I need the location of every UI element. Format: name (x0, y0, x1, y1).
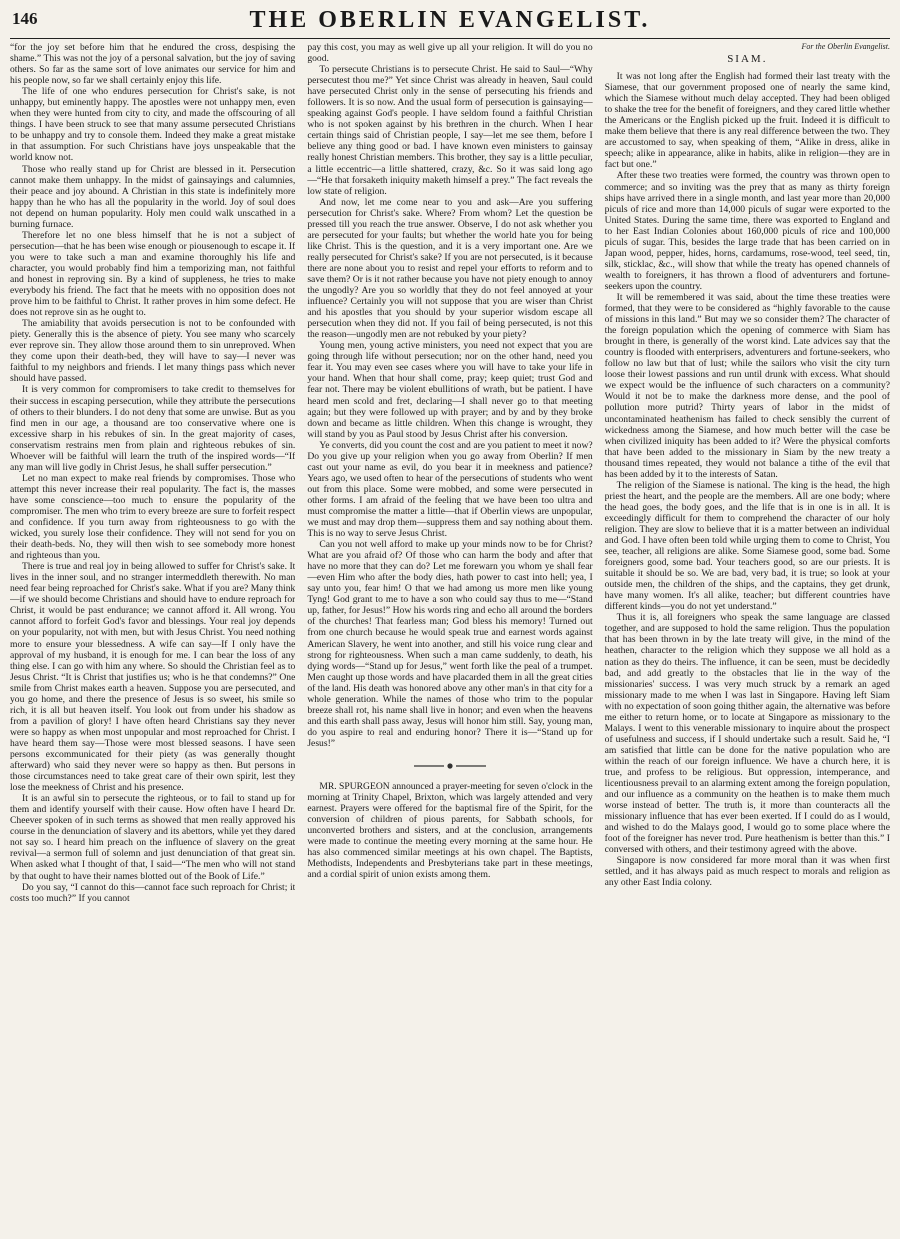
article-columns (10, 42, 890, 1235)
paragraph: Thus it is, all foreigners who speak the same language are classed together, and are supposed to hold the same religion. Thus the population that has been thrown in by the late treaty will give, in the mind of the heathen, character to the religion which they suppose we all hold as a nation as they do theirs. The influence, it can be seen, must be decidedly bad, and add greatly to the obstacles that lie in the way of the missionaries' success. I was very much struck by a remark an aged missionary made to me when I was last in Singapore. Having left Siam with no expectation of soon going thither again, the alternative was before me either to return home, or to locate at Singapore as missionary to the Malays. I went to this venerable missionary to inquire about the prospect of usefulness and success, if I should undertake such a result. Said he, “I am satisfied that little can be done for the native population who are within the reach of our foreign influence. We have a church here, it is true, and profess to be religious. But oppression, intemperance, and licentiousness prevail to an alarming extent among the foreign population, and our influence as a community on the heathen is to make them much worse instead of better. The truth is, it more than counteracts all the missionary influence that has ever been exerted. If I could do as I would, and wished to do the Malays good, I would go to some place where the foot of the foreigner has never trod. Pure heathenism is better than this.” I conversed with others, and their testimony agreed with the above. (604, 612, 890, 856)
journal-title: THE OBERLIN EVANGELIST. (249, 7, 651, 33)
paragraph: pay this cost, you may as well give up all your religion. It will do you no good. (307, 42, 593, 65)
paragraph: Ye converts, did you count the cost and are you patient to meet it now? Do you give up your religion when you go away from Oberlin? If men cast out your name as evil, do you bear it in meekness and patience? Years ago, we used often to hear of the persecutions of students who went out from this place. Some were mobbed, and some were persecuted in other forms. I am afraid of the feeling that we have been too ultra and must compromise the matter a little—that if Oberlin views are unpopular, we must and may drop them—suppress them and say nothing about them. This is no way to serve Jesus Christ. (307, 439, 593, 540)
paragraph: It will be remembered it was said, about the time these treaties were formed, that they were to be considered as “highly favorable to the cause of missions in this land.” But may we so consider them? The character of the foreign population which the opening of commerce with Siam has brought in there, is generally of the worst kind. Late advices say that the country is flooded with enterprisers, adventurers and fortune-seekers, who follow no law but that of lust; while the sailors who visit the city turn loose their lowest passions and run until drunk with excess. What should we expect would be the influence of such characters on a community? Would it not be to make the darkness more dense, and the pool of pollution more putrid? Thirty years of labor in the midst of uncontaminated heathenism has failed to check sensibly the current of wickedness among the Siamese, and how much better will the case be when civilized iniquity has been added to it? Were the physical comforts that have been added to the missionary in Siam by the new treaty a thousand times repeated, they would not balance a tithe of the evil that has been added by it to the interests of Satan. (604, 291, 890, 480)
column-middle (307, 42, 592, 1235)
article-byline: For the Oberlin Evangelist. (801, 42, 890, 51)
page-number: 146 (12, 9, 38, 28)
paragraph: Let no man expect to make real friends by compromises. Those who attempt this never increase their real popularity. The fact is, the masses have some conscience—too much to ensure the popularity of the compromiser. The men who trim to every breeze are sure to forfeit respect and confidence. If you turn away from righteousness to go with the wicked, you surely lose their confidence. They will not send for you on their death-beds. No, they will then wish to see somebody more honest and righteous than you. (10, 472, 296, 562)
paragraph: Do you say, “I cannot do this—cannot face such reproach for Christ; it costs too much?” If you cannot (10, 881, 296, 904)
column-left (10, 42, 295, 1235)
paragraph: Those who really stand up for Christ are blessed in it. Persecution cannot make them unhappy. In the midst of gainsayings and calumnies, their peace and joy abound. A Christian in this state is indefinitely more happy than he who has all the popularity in the world. Joy of soul does not depend on human popularity. Holy men could walk unscathed in a burning furnace. (10, 163, 296, 230)
article-heading: SIAM. (727, 53, 768, 65)
paragraph: The life of one who endures persecution for Christ's sake, is not unhappy, but eminently happy. The apostles were not unhappy men, even when they were hunted from city to city, and made the offscouring of all things. I have been struck to see that many assume persecuted Christians to be unhappy and try to console them. Indeed they make a great mistake in that assumption. For such Christians have joys unspeakable that the world know not. (10, 86, 296, 164)
paragraph: The amiability that avoids persecution is not to be confounded with piety. Generally this is the absence of piety. You see many who scarcely ever reprove sin. They allow those around them to sin unreproved. When they come upon their death-bed, they will have to say—I never was faithful to my neighbors and friends. I let many things pass which never should have passed. (10, 318, 296, 385)
paragraph: It was not long after the English had formed their last treaty with the Siamese, that our government proposed one of nearly the same kind, which the Siamese without much delay accepted. They had been obliged to shake the tree for the benefit of foreigners, and they cared little whether the Americans or the English picked up the fruit. Indeed it is difficult to make them believe that there is any real difference between the two. They are accustomed to say, when speaking of them, “Alike in dress, alike in speech; alike in appearance, alike in habits, alike in religion—they are in fact but one.” (604, 71, 890, 171)
paragraph: Can you not well afford to make up your minds now to be for Christ? What are you afraid of? Of those who can harm the body and after that have no more that they can do? Let me forewarn you whom ye shall fear—even Him who after the body dies, hath power to cast into hell; yea, I say unto you, fear him! O that we had among us more men like young Tyng! God grant to me to have a son who could say thus to me—“Stand up, father, for Jesus!” How his words ring and echo all around the borders of the churches! That fearless man; God bless his memory! Turned out from one church because he would speak true and earnest words against American Slavery, he went into another, and still his voice rung clear and strong for righteousness. When such a man came suddenly, to death, his dying words—“Stand up for Jesus,” went forth like the peal of a trumpet. Men caught up those words and have placarded them in all the great cities of the land. His death was honored above any other man's in that city for a whole generation. While the names of those who trim to the popular breeze shall rot, his name shall live in honor; and even when the heavens and this earth shall pass away, Jesus will honor him still. Say, young man, do you aspire to real and enduring honor? There it is—“Stand up for Jesus!” (307, 539, 593, 749)
paragraph: There is true and real joy in being allowed to suffer for Christ's sake. It lives in the inner soul, and no stranger intermeddleth therewith. No man need fear being reproached for Christ's sake. What if you are? Many think—if we should become Christians and should have to endure reproach for Christ, it would be past endurance; we cannot afford it. All wrong. You cannot afford to forfeit God's favor and blessings. Your real joy depends on your popularity, not with men, but with Jesus Christ. You need nothing more to ensure your blessedness. A wife can say—If I only have the approval of my husband, it is enough for me. I can bear the loss of any thing else. I can go with him any where. So should the Christian feel as to Jesus Christ. “It is Christ that justifies us; who is he that condemns?” One smile from Christ makes earth a heaven. Suppose you are persecuted, and you go home, and there the presence of Jesus is so sweet, his smile so rich, it is all but heaven itself. You look out from under his shadow as from a pavilion of glory! I have often heard Christians say they never were so happy as when most unpopular and most reproached for Christ. I have heard them say—Those were most blessed seasons. I have seen persons excommunicated for their piety (as was generally thought afterward) who said they never were so happy as then. But persons in those circumstances need to take great care of their own spirit, lest they lose the meekness of Christ and his presence. (10, 561, 296, 794)
paragraph: After these two treaties were formed, the country was thrown open to commerce; and so inviting was the prey that as many as thirty foreign ships have arrived there in a single month, and last year more than 20,000 piculs of rice and more than 14,000 piculs of sugar were exported to the United States. During the same time, there was exported to England and to her East Indian Colonies about 160,000 piculs of rice and 100,000 piculs of sugar. This, besides the large trade that has been carried on in Japan wood, pepper, hides, horns, cardamums, rose-wood, teel seed, tin, silk, sticklac, &c., will show that while the treaty has opened channels of wealth to foreigners, it has thrown a flood of adventurers and fortune-seekers upon the country. (604, 170, 890, 292)
masthead (10, 6, 890, 39)
paragraph: The religion of the Siamese is national. The king is the head, the high priest the heart, and the people are the members. All are one body; where the head goes, the body goes, and the life that is in one is in all. It is exceedingly difficult for them to comprehend the character of our holy religion. They are slow to believe that it is a matter between an individual and God. I have often been told while urging them to come to Christ, You see, teacher, all religions are alike. Some Siamese good, some bad. Some foreigners good, some bad. Your teachers good, so are our priests. It is suitable it should be so. We are bad, very bad, it is true; so look at your outside men, the children of the ships, and the captains, they get drunk, have many women. It's all alike, teacher; but different countries have different kinds—you do not yet understand.” (604, 479, 890, 613)
column-right (605, 42, 890, 1235)
paragraph: And now, let me come near to you and ask—Are you suffering persecution for Christ's sake. Where? From whom? Let the question be pressed till you reach the true answer. Observe, I do not ask whether you are persecuted for your faults; but whether the world hate you for being like Christ. This is the question, and it is a very important one. Are we really persecuted for Christ's sake? If you are not persecuted, is it because there are none about you to resist and repel your efforts to reform and to save them? Or is it not rather because you have not piety enough to annoy the ungodly? Are you so worldly that they do not feel annoyed at your influence? Certainly you will not suppose that you are wiser than Christ and his apostles that you should by your superior wisdom escape all persecution when they did not. If you fail of being persecuted, is not this the reason—ungodly men are not rebuked by your piety? (307, 196, 593, 341)
paragraph: Young men, young active ministers, you need not expect that you are going through life without persecution; nor on the other hand, need you fear it. You may even see cases where you will have to take your life in your hand. When that hour shall come, pray; keep quiet; trust God and fear not. There may be violent ebullitions of wrath, but be patient. I have heard men scold and fret, declaring—I shall never go to that meeting again; but they were followed up with prayer; and by and by they broke down and became as little children. When this change is wrought, they will stand by you as Paul stood by Jesus Christ after his conversion. (307, 340, 593, 440)
paragraph: MR. SPURGEON announced a prayer-meeting for seven o'clock in the morning at Trinity Chapel, Brixton, which was largely attended and very earnest. Prayers were offered for the baptismal fire of the Spirit, for the conversion of children of pious parents, for Sabbath schools, for unconverted brothers and sisters, and at the conclusion, arrangements were made to continue the meeting every morning at the same hour. He has also commenced similar meetings at his own chapel. The Baptists, Methodists, Independents and Presbyterians take part in these meetings, and a cordial spirit of union exists among them. (307, 781, 593, 881)
paragraph: It is an awful sin to persecute the righteous, or to fail to stand up for them and identify yourself with their cause. How often have I heard Dr. Cheever spoken of in such terms as showed that men really approved his course in the denunciation of slavery and its abettors, while yet they dared not say so. I heard him preach on the influence of slavery on the great revival—a sermon full of solemn and just denunciation of that great sin. When asked what I thought of that, I said—“The men who will not stand by that ought to have their names blotted out of the Book of Life.” (10, 793, 296, 882)
paragraph: Therefore let no one bless himself that he is not a subject of persecution—that he has been wise enough or piousenough to escape it. If you were to take such a man and examine thoroughly his life and character, you would probably find him a temporizing man, not faithful and honest in reproving sin. By a kind of suppleness, he tries to make everybody his friend. The fact that he meets with no opposition does not prove him to be faithful to Christ. It rather proves in him some defect. He does not reprove sin as he ought to. (10, 229, 296, 319)
section-divider-ornament (410, 761, 490, 771)
paragraph: Singapore is now considered far more moral than it was when first settled, and it has always paid as much respect to morals and religion as any other East India colony. (604, 855, 890, 889)
paragraph: To persecute Christians is to persecute Christ. He said to Saul—“Why persecutest thou me?” Yet since Christ was already in heaven, Saul could have persecuted Christ only in the sense of persecuting his friends and followers. It is so now. And the usual form of persecution is gainsaying—speaking against God's people. I have seldom found a faithful Christian who is not spoken against by his brethren in the church. When I hear certain things said of Christian people, I say—let me see them, before I believe any thing good or bad. I have known even ministers to gainsay really honest Christian members. This brother, they say is a little peculiar, a little eccentric—a little shattered, crazy, &c. So it was said long ago—“He that forsaketh iniquity maketh himself a prey.” The fact reveals the low state of religion. (307, 64, 593, 197)
paragraph: It is very common for compromisers to take credit to themselves for their success in escaping persecution, while they attribute the persecutions of others to their blunders. I do not deny that some are unwise. But as you find men in our age, a thousand are too conservative where one is excessive sharp in his rebukes of sin. In the great majority of cases, conservatism restrains men from plain and righteous rebukes of sin. Whoever will be faithful will learn the truth of the inspired words—“If any man will live godly in Christ Jesus, he shall suffer persecution.” (10, 384, 296, 473)
paragraph: “for the joy set before him that he endured the cross, despising the shame.” This was not the joy of a personal salvation, but the joy of saving others. So far as the same sort of love animates our service for him and his people now, so far we shall certainly enjoy this life. (10, 42, 296, 87)
